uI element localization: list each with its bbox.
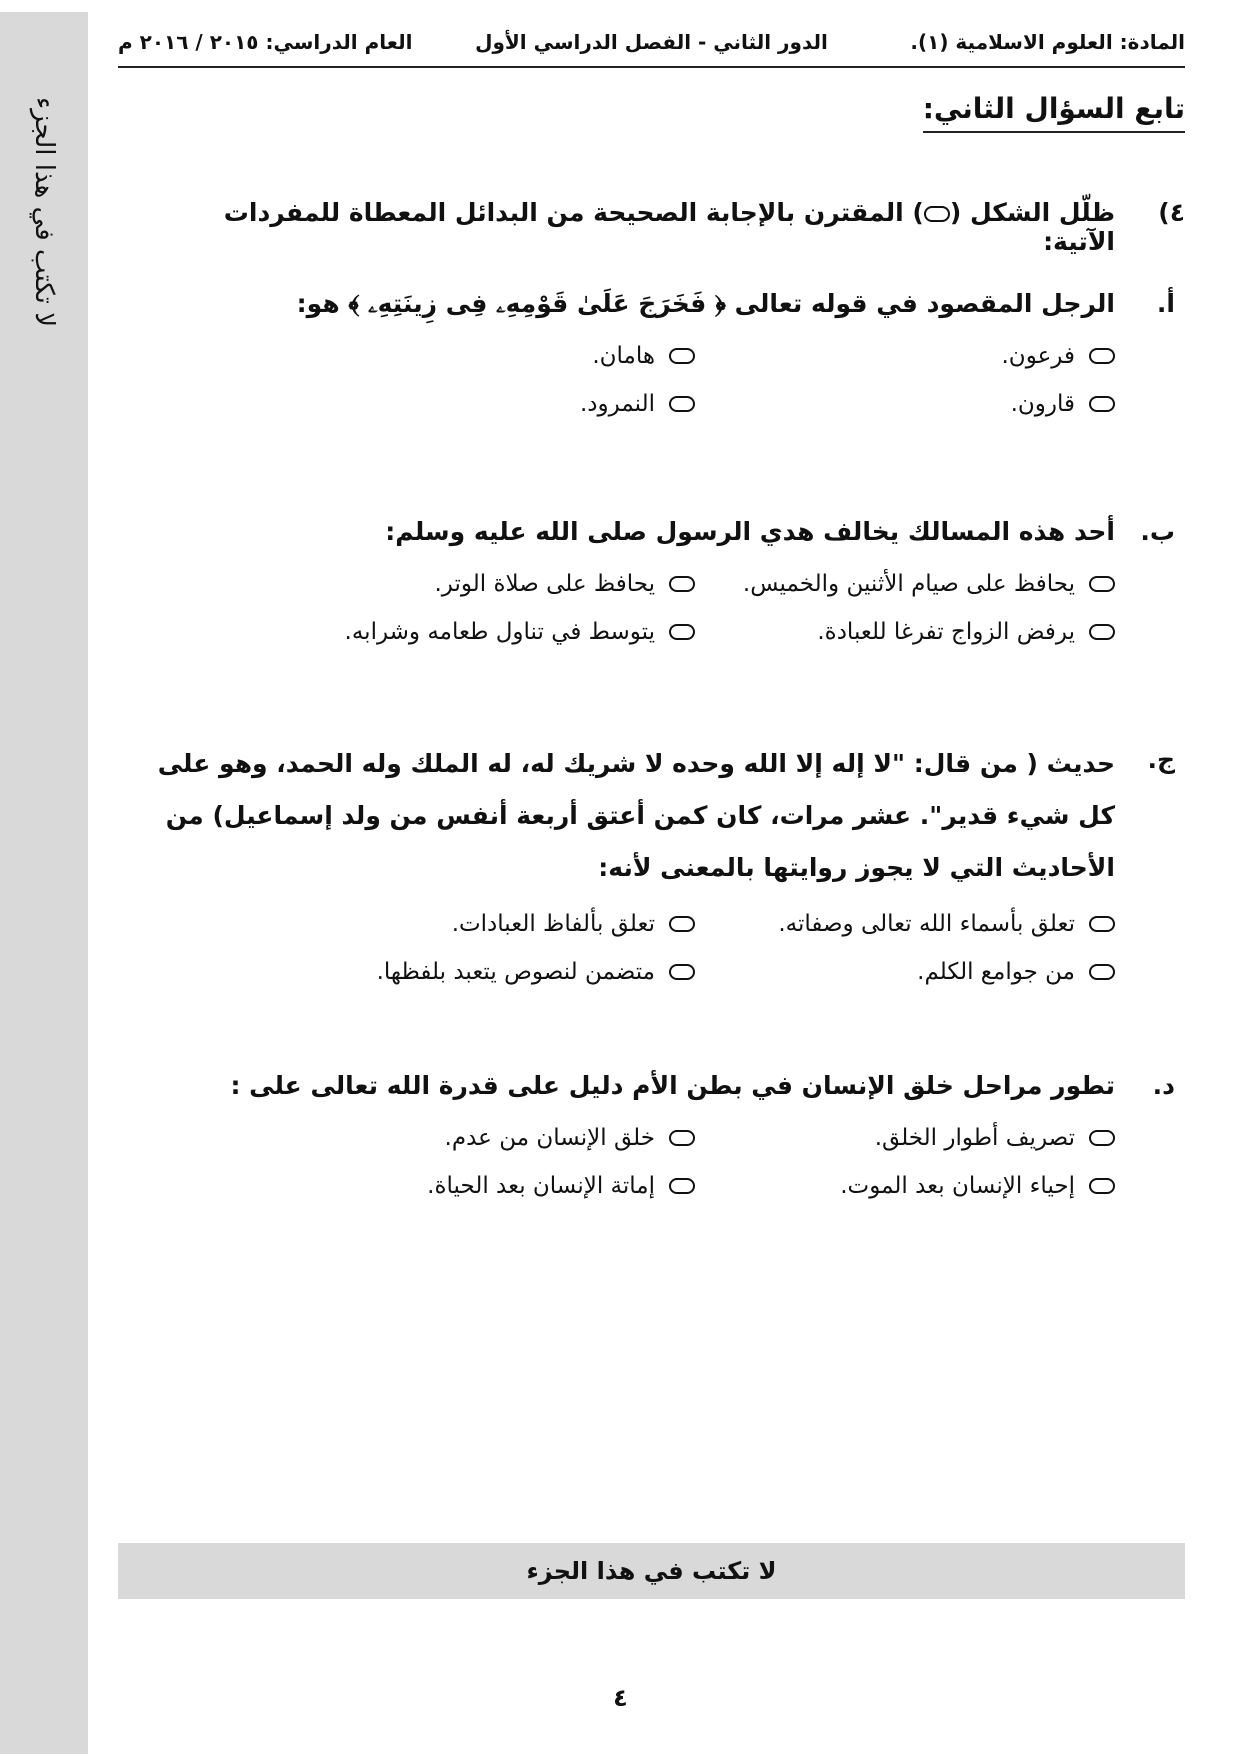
answer-oval-icon[interactable] (1089, 624, 1115, 640)
option[interactable] (275, 1166, 695, 1206)
header-subject: المادة: العلوم الاسلامية (١). (910, 30, 1185, 54)
item-letter: ج. (1147, 745, 1175, 774)
option-label: إحياء الإنسان بعد الموت. (840, 1173, 1075, 1199)
option-label: فرعون. (1001, 343, 1075, 369)
option[interactable] (695, 952, 1115, 992)
answer-oval-icon[interactable] (669, 964, 695, 980)
answer-oval-icon[interactable] (1089, 1130, 1115, 1146)
option-label: هامان. (592, 343, 655, 369)
answer-oval-icon[interactable] (1089, 1178, 1115, 1194)
option[interactable] (695, 336, 1115, 376)
header-session: الدور الثاني - الفصل الدراسي الأول (475, 30, 828, 54)
option[interactable] (275, 384, 695, 424)
option[interactable] (275, 564, 695, 604)
option[interactable] (695, 1118, 1115, 1158)
option-label: خلق الإنسان من عدم. (444, 1125, 655, 1151)
item-letter: د. (1152, 1071, 1175, 1100)
item-text: الرجل المقصود في قوله تعالى ﴿ فَخَرَجَ عَلَىٰ قَوْمِهِۦ فِى زِينَتِهِۦ ﴾ هو: (296, 289, 1115, 318)
options-grid (155, 1118, 1115, 1206)
answer-oval-icon[interactable] (669, 624, 695, 640)
option[interactable] (695, 1166, 1115, 1206)
item-text: حديث ( من قال: "لا إله إلا الله وحده لا شريك له، له الملك وله الحمد، وهو على كل شيء قدير". عشر مرات، كان كمن أعتق أربعة أنفس من ولد إسماعيل) من الأحاديث التي لا يجوز روايتها بالمعنى لأنه: (157, 749, 1115, 882)
question-number: ٤) (1158, 198, 1185, 227)
question-instruction (155, 198, 1185, 256)
answer-oval-icon[interactable] (669, 916, 695, 932)
answer-oval-icon[interactable] (669, 576, 695, 592)
options-grid (155, 336, 1115, 424)
options-grid (155, 564, 1115, 652)
option[interactable] (275, 612, 695, 652)
option[interactable] (275, 336, 695, 376)
options-grid (155, 904, 1115, 992)
option-label: يتوسط في تناول طعامه وشرابه. (344, 619, 655, 645)
answer-oval-icon[interactable] (1089, 916, 1115, 932)
option-label: متضمن لنصوص يتعبد بلفظها. (376, 959, 655, 985)
answer-oval-icon[interactable] (1089, 964, 1115, 980)
item-text: أحد هذه المسالك يخالف هدي الرسول صلى الله عليه وسلم: (385, 517, 1115, 546)
header-year: العام الدراسي: ٢٠١٥ / ٢٠١٦ م (118, 30, 413, 54)
option[interactable] (275, 1118, 695, 1158)
answer-oval-icon[interactable] (669, 1130, 695, 1146)
option[interactable] (695, 564, 1115, 604)
option-label: تصريف أطوار الخلق. (874, 1125, 1075, 1151)
option-label: يحافظ على صلاة الوتر. (434, 571, 655, 597)
option[interactable] (695, 384, 1115, 424)
item-letter: ب. (1140, 517, 1175, 546)
margin-note: لا تكتب في هذا الجزء (29, 96, 59, 328)
option[interactable] (275, 904, 695, 944)
question-item-b (155, 510, 1185, 652)
question-item-d (155, 1064, 1185, 1206)
option-label: من جوامع الكلم. (917, 959, 1075, 985)
answer-oval-icon[interactable] (1089, 396, 1115, 412)
answer-oval-icon[interactable] (669, 348, 695, 364)
question-item-a (155, 282, 1185, 424)
question-text-before: ظلّل الشكل ( (949, 198, 1115, 227)
option[interactable] (695, 904, 1115, 944)
option[interactable] (275, 952, 695, 992)
option-label: تعلق بأسماء الله تعالى وصفاته. (778, 911, 1075, 937)
option-label: يرفض الزواج تفرغا للعبادة. (817, 619, 1075, 645)
section-title: تابع السؤال الثاني: (923, 92, 1185, 133)
answer-oval-icon[interactable] (1089, 348, 1115, 364)
question-text-after: ) المقترن بالإجابة الصحيحة من البدائل المعطاة للمفردات الآتية: (223, 198, 1115, 256)
item-text: تطور مراحل خلق الإنسان في بطن الأم دليل على قدرة الله تعالى على : (230, 1071, 1115, 1100)
answer-oval-icon[interactable] (669, 396, 695, 412)
answer-oval-icon[interactable] (669, 1178, 695, 1194)
page-number: ٤ (613, 1684, 628, 1712)
oval-icon (924, 206, 950, 222)
option-label: يحافظ على صيام الأثنين والخميس. (742, 571, 1075, 597)
footer-note: لا تكتب في هذا الجزء (118, 1543, 1185, 1599)
option-label: تعلق بألفاظ العبادات. (451, 911, 655, 937)
option-label: إماتة الإنسان بعد الحياة. (427, 1173, 655, 1199)
option[interactable] (695, 612, 1115, 652)
question-text (155, 198, 1115, 256)
answer-oval-icon[interactable] (1089, 576, 1115, 592)
item-letter: أ. (1156, 289, 1175, 318)
question-item-c (155, 738, 1185, 992)
margin-strip (0, 12, 88, 1754)
option-label: قارون. (1010, 391, 1075, 417)
page-header (118, 22, 1185, 68)
option-label: النمرود. (580, 391, 655, 417)
